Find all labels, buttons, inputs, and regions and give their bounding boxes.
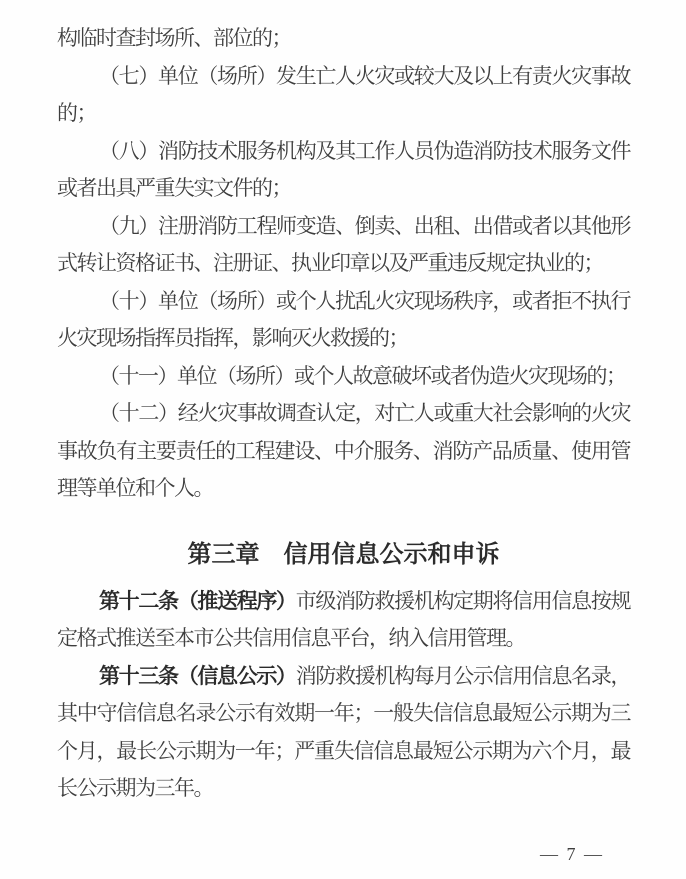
article-13-lead: 第十三条（信息公示）: [99, 664, 296, 688]
article-12-lead: 第十二条（推送程序）: [99, 589, 296, 613]
list-item-7: （七）单位（场所）发生亡人火灾或较大及以上有责火灾事故的；: [57, 63, 630, 125]
article-13-paragraph: [57, 658, 630, 808]
article-12-paragraph: [57, 583, 630, 658]
article-12-body: 市级消防救援机构定期将信用信息按规定格式推送至本市公共信用信息平台，纳入信用管理。: [57, 588, 631, 650]
document-body: [57, 20, 630, 808]
paragraph-continuation: 构临时查封场所、部位的；: [57, 26, 291, 50]
list-item-8: （八）消防技术服务机构及其工作人员伪造消防技术服务文件或者出具严重失实文件的；: [57, 138, 630, 200]
page-number: — 7 —: [540, 844, 604, 864]
list-item-12: （十二）经火灾事故调查认定，对亡人或重大社会影响的火灾事故负有主要责任的工程建设、中介服务、消防产品质量、使用管理等单位和个人。: [57, 401, 630, 500]
list-item-10: （十）单位（场所）或个人扰乱火灾现场秩序，或者拒不执行火灾现场指挥员指挥，影响灭火救援的；: [57, 288, 630, 350]
list-item-9: （九）注册消防工程师变造、倒卖、出租、出借或者以其他形式转让资格证书、注册证、执业印章以及严重违反规定执业的；: [57, 213, 630, 275]
chapter-heading: 第三章 信用信息公示和申诉: [187, 540, 500, 568]
article-13-body: 消防救援机构每月公示信用信息名录，其中守信信息名录公示有效期一年；一般失信信息最短公示期为三个月，最长公示期为一年；严重失信信息最短公示期为六个月，最长公示期为三年。: [57, 663, 631, 800]
list-item-11: （十一）单位（场所）或个人故意破坏或者伪造火灾现场的；: [99, 363, 626, 388]
